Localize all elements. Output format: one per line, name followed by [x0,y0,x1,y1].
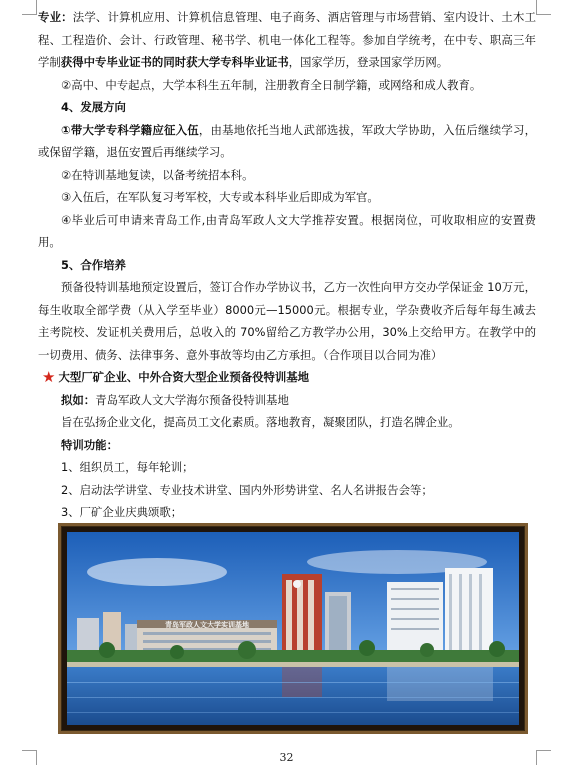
star-icon: ★ [42,368,56,387]
majors-label: 专业： [38,10,73,24]
enlist-tail: ，由基地依托当地人武部选拔，军政大学协助，入伍后继续学习，或保留学籍，退伍安置后再继续学习。 [38,122,536,159]
building-sign: 青岛军政人文大学实训基地 [165,621,249,629]
majors-tail: ，国家学历，登录国家学历网。 [288,55,449,69]
paragraph-employment: ④毕业后可申请来青岛工作,由青岛军政人文大学推荐安置。根据岗位，可收取相应的安置费用。 [38,212,536,249]
campus-photo-illustration [67,532,519,725]
paragraph-military-school: ③入伍后，在军队复习考军校，大专或本科毕业后即成为军官。 [61,190,379,204]
paragraph-enlist [38,119,536,164]
heading-functions: 特训功能： [61,437,118,452]
example-label: 拟如： [61,392,96,407]
example-text: 青岛军政人文大学海尔预备役特训基地 [95,392,289,407]
campus-photo [67,532,519,725]
paragraph-highschool: ②高中、中专起点，大学本科生五年制，注册教育全日制学籍，或网络和成人教育。 [61,77,482,92]
paragraph-purpose: 旨在弘扬企业文化，提高员工文化素质。落地教育，凝聚团队，打造名牌企业。 [61,415,460,429]
list-item: 2、启动法学讲堂、专业技术讲堂、国内外形势讲堂、名人名讲报告会等； [61,482,433,497]
enlist-bold: ①带大学专科学籍应征入伍 [61,122,199,137]
heading-enterprise [38,366,536,389]
crop-mark-top-right [536,0,551,15]
list-item: 3、厂矿企业庆典颂歌； [61,505,183,519]
paragraph-repeat: ②在特训基地复读，以备考统招本科。 [61,167,254,182]
paragraph-cooperation: 预备役特训基地预定设置后，签订合作办学协议书，乙方一次性向甲方交办学保证金 10万元，每生收取全部学费（从入学至毕业）8000元—15000元。根据专业，学杂费收齐后每年每生减去主考院校、发证机关费用后，总收入的 70%留给乙方教学办公用，30%上交给甲方。在教学中的一切费用、债务、法律事务、意外事故等均由乙方承担。（合作项目以合同为准） [38,280,536,362]
heading-cooperation: 5、合作培养 [61,257,126,272]
majors-text: 法学、计算机应用、计算机信息管理、电子商务、酒店管理与市场营销、室内设计、土木工程、工程造价、会计、行政管理、秘书学、机电一体化工程等。参加自学统考，在中专、职高三年学制 [38,10,536,69]
majors-bold-text: 获得中专毕业证书的同时获大学专科毕业证书 [60,55,289,69]
heading-development: 4、发展方向 [61,100,126,114]
page-body [38,6,536,569]
list-item: 1、组织员工，每年轮训； [61,460,194,474]
crop-mark-top-left [22,0,37,15]
paragraph-example [38,389,536,412]
campus-photo-frame [58,523,528,734]
enterprise-heading-text: 大型厂矿企业、中外合资大型企业预备役特训基地 [58,370,310,384]
paragraph-majors [38,6,536,74]
page-number: 32 [279,751,294,764]
